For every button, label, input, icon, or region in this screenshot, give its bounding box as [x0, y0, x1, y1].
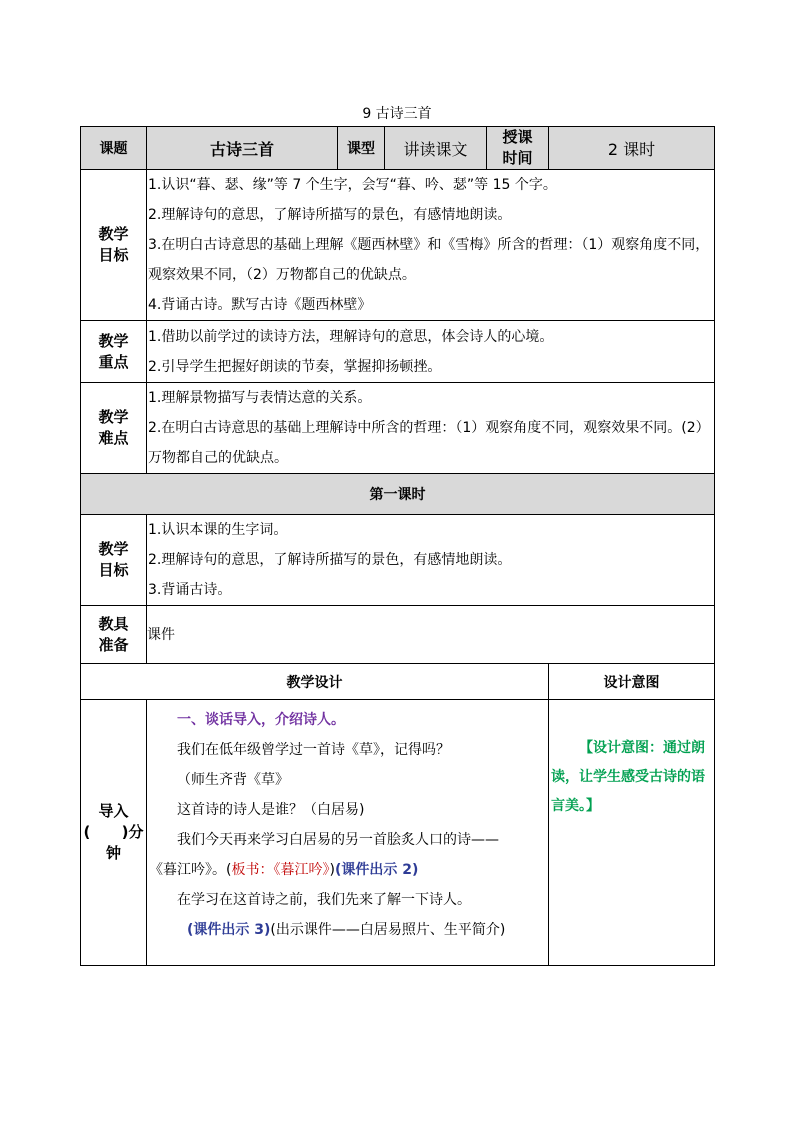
focus-item: 1.借助以前学过的读诗方法，理解诗句的意思，体会诗人的心境。 — [148, 328, 554, 345]
topic-value: 古诗三首 — [147, 127, 338, 170]
lesson1-goals-row — [81, 515, 715, 606]
goal-item: 1.认识“暮、瑟、缘”等 7 个生字，会写“暮、吟、瑟”等 15 个字。 — [148, 177, 557, 193]
intro-label-line3: 钟 — [105, 844, 121, 862]
time-value: 2 课时 — [549, 127, 715, 170]
intro-paragraph: 这首诗的诗人是谁？（白居易) — [177, 802, 365, 818]
lesson1-goal-item: 2.理解诗句的意思，了解诗所描写的景色，有感情地朗读。 — [148, 552, 512, 568]
intro-label-line1: 导入 — [98, 802, 129, 820]
intro-paragraph: （师生齐背《草》 — [177, 772, 289, 788]
design-intent-text: 【设计意图：通过朗读，让学生感受古诗的语言美。】 — [551, 740, 705, 814]
focus-label-line2: 重点 — [98, 352, 129, 371]
lesson1-row — [81, 474, 715, 515]
difficulty-content — [147, 383, 715, 474]
intro-label-line2: ( )分 — [83, 823, 144, 841]
tools-label — [81, 606, 147, 664]
document-title: 9 古诗三首 — [362, 106, 432, 122]
goal-item: 4.背诵古诗。默写古诗《题西林壁》 — [148, 297, 372, 313]
lesson1-goals-label — [81, 515, 147, 606]
type-label: 课型 — [338, 127, 385, 170]
lesson1-goals-content — [147, 515, 715, 606]
intro-paragraph: 我们今天再来学习白居易的另一首脍炙人口的诗—— — [177, 832, 499, 848]
focus-item: 2.引导学生把握好朗读的节奏，掌握抑扬顿挫。 — [148, 358, 442, 375]
difficulty-label — [81, 383, 147, 474]
courseware-description: (出示课件——白居易照片、生平简介) — [270, 922, 506, 938]
goal-item: 2.理解诗句的意思，了解诗所描写的景色，有感情地朗读。 — [148, 207, 512, 223]
lesson1-goals-label-line2: 目标 — [98, 561, 129, 579]
intro-paragraph: 我们在低年级曾学过一首诗《草》，记得吗？ — [177, 742, 450, 758]
difficulty-item: 1.理解景物描写与表情达意的关系。 — [148, 390, 372, 406]
courseware-note: (课件出示 3) — [187, 922, 271, 938]
lesson1-goal-item: 3.背诵古诗。 — [148, 582, 232, 598]
difficulty-item: 2.在明白古诗意思的基础上理解诗中所含的哲理：（1）观察角度不同，观察效果不同。(2）万物都自己的优缺点。 — [148, 420, 710, 466]
paren-close: ) — [329, 862, 335, 878]
lesson1-goal-item: 1.认识本课的生字词。 — [148, 522, 288, 538]
tools-value: 课件 — [147, 606, 715, 664]
topic-label: 课题 — [81, 127, 147, 170]
goals-content — [147, 170, 715, 321]
difficulty-row — [81, 383, 715, 474]
lesson1-title: 第一课时 — [81, 474, 715, 515]
goals-row — [81, 170, 715, 321]
intro-label — [81, 700, 147, 966]
goal-item: 3.在明白古诗意思的基础上理解《题西林壁》和《雪梅》所含的哲理：（1）观察角度不同，观察效果不同，（2）万物都自己的优缺点。 — [148, 237, 710, 283]
focus-content — [147, 321, 715, 383]
design-header: 教学设计 — [81, 664, 549, 700]
board-note: 板书：《暮江吟》 — [231, 862, 330, 878]
goals-label-line1: 教学 — [98, 225, 129, 243]
difficulty-label-line2: 难点 — [98, 429, 129, 447]
poem-title-text: 《暮江吟》。( — [149, 862, 232, 878]
tools-row — [81, 606, 715, 664]
time-label — [487, 127, 549, 170]
intro-intent — [549, 700, 715, 966]
type-value: 讲读课文 — [385, 127, 487, 170]
header-row — [81, 127, 715, 170]
difficulty-label-line1: 教学 — [98, 408, 129, 426]
focus-row — [81, 321, 715, 383]
intro-paragraph: 在学习在这首诗之前，我们先来了解一下诗人。 — [177, 892, 471, 908]
intro-content — [147, 700, 549, 966]
lesson1-goals-label-line1: 教学 — [98, 540, 129, 558]
time-label-line1: 授课 — [502, 128, 533, 146]
goals-label — [81, 170, 147, 321]
tools-label-line1: 教具 — [98, 614, 129, 633]
time-label-line2: 时间 — [502, 149, 533, 167]
goals-label-line2: 目标 — [98, 246, 129, 264]
intro-paragraph — [147, 855, 548, 885]
focus-label-line1: 教学 — [98, 331, 129, 350]
design-header-row — [81, 664, 715, 700]
lesson-plan-table — [80, 126, 715, 966]
intent-header: 设计意图 — [549, 664, 715, 700]
tools-label-line2: 准备 — [98, 635, 129, 654]
focus-label — [81, 321, 147, 383]
section-title: 一、谈话导入，介绍诗人。 — [177, 712, 345, 728]
courseware-note: (课件出示 2) — [334, 862, 419, 878]
intro-row — [81, 700, 715, 966]
intro-paragraph — [147, 915, 548, 945]
